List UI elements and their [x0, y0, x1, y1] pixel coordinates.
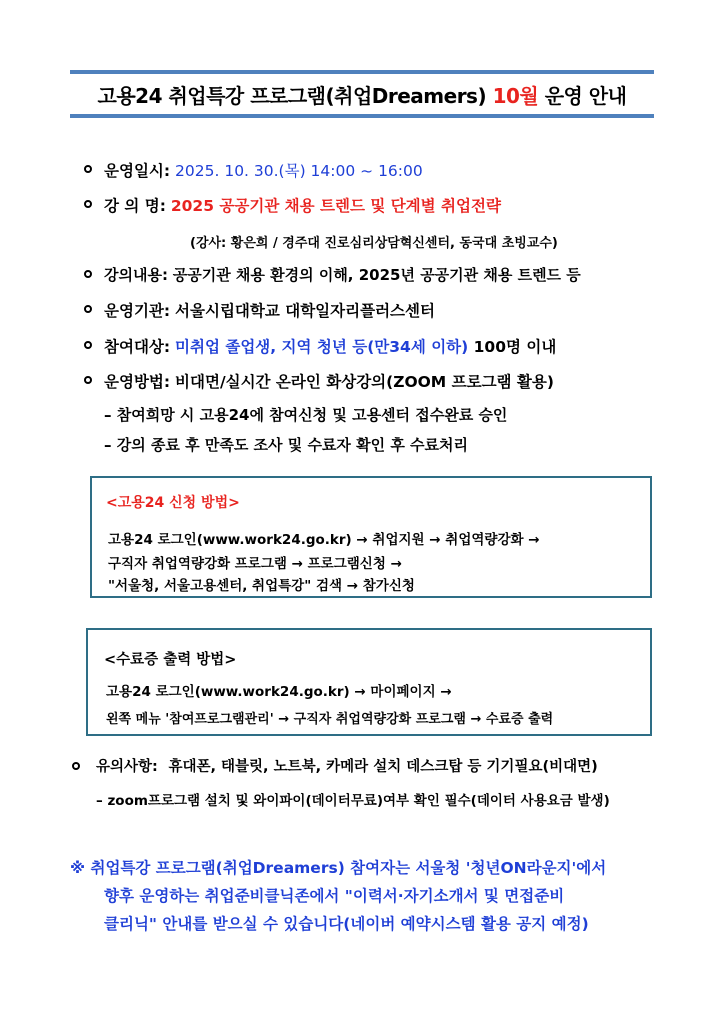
apply-method-box [90, 476, 652, 598]
bullet-icon [84, 376, 92, 384]
item-lecture [104, 194, 501, 216]
target-label: 참여대상: [104, 338, 171, 356]
item-content [104, 264, 581, 285]
item-method [104, 370, 554, 392]
title-banner [70, 70, 654, 118]
target-highlight: 미취업 졸업생, 지역 청년 등(만34세 이하) [175, 338, 469, 356]
method-label: 운영방법: [104, 373, 171, 391]
date-value: 2025. 10. 30.(목) 14:00 ~ 16:00 [175, 162, 423, 180]
bullet-icon [84, 165, 92, 173]
bullet-icon [84, 305, 92, 313]
apply-box-line-1: 고용24 로그인(www.work24.go.kr) → 취업지원 → 취업역량강화 → [108, 532, 540, 548]
bullet-icon [84, 270, 92, 278]
bullet-icon [72, 762, 80, 770]
cert-box-line-2: 왼쪽 메뉴 '참여프로그램관리' → 구직자 취업역량강화 프로그램 → 수료증 출력 [106, 712, 554, 727]
content-label: 강의내용: [104, 266, 168, 284]
apply-box-line-2: 구직자 취업역량강화 프로그램 → 프로그램신청 → [108, 556, 402, 572]
caution-value: 휴대폰, 태블릿, 노트북, 카메라 설치 데스크탑 등 기기필요(비대면) [168, 759, 598, 775]
item-target [104, 335, 556, 357]
apply-box-line-3: "서울청, 서울고용센터, 취업특강" 검색 → 참가신청 [108, 578, 415, 594]
title-suffix: 운영 안내 [538, 83, 627, 108]
item-organizer [104, 299, 435, 321]
method-sub-1: – 참여희망 시 고용24에 참여신청 및 고용센터 접수완료 승인 [104, 406, 508, 424]
item-date [104, 159, 423, 181]
cert-box-line-1: 고용24 로그인(www.work24.go.kr) → 마이페이지 → [106, 684, 452, 700]
notice-line-2: 향후 운영하는 취업준비클닉존에서 "이력서·자기소개서 및 면접준비 [104, 887, 565, 905]
notice-line-3: 클리닉" 안내를 받으실 수 있습니다(네이버 예약시스템 활용 공지 예정) [104, 915, 589, 933]
organizer-value: 서울시립대학교 대학일자리플러스센터 [175, 302, 435, 320]
target-rest: 100명 이내 [468, 338, 557, 356]
caution-sub: – zoom프로그램 설치 및 와이파이(데이터무료)여부 확인 필수(데이터 사용요금 발생) [96, 793, 610, 809]
instructor-info: (강사: 황은희 / 경주대 진로심리상담혁신센터, 동국대 초빙교수) [190, 236, 558, 251]
bullet-icon [84, 200, 92, 208]
method-value: 비대면/실시간 온라인 화상강의(ZOOM 프로그램 활용) [175, 373, 554, 391]
date-label: 운영일시: [104, 162, 171, 180]
item-caution [96, 755, 598, 776]
notice-line-1: ※ 취업특강 프로그램(취업Dreamers) 참여자는 서울청 '청년ON라운지'에서 [70, 859, 607, 877]
method-sub-2: – 강의 종료 후 만족도 조사 및 수료자 확인 후 수료처리 [104, 436, 469, 454]
certificate-method-box [86, 628, 652, 736]
apply-box-heading: <고용24 신청 방법> [106, 495, 240, 511]
title-month: 10월 [492, 83, 539, 108]
lecture-label: 강 의 명: [104, 197, 166, 215]
caution-label: 유의사항: [96, 759, 158, 775]
cert-box-heading: <수료증 출력 방법> [104, 652, 237, 668]
content-value: 공공기관 채용 환경의 이해, 2025년 공공기관 채용 트렌드 등 [172, 266, 581, 284]
page-title [98, 80, 627, 109]
bullet-icon [84, 341, 92, 349]
title-text: 고용24 취업특강 프로그램(취업Dreamers) [97, 83, 493, 108]
lecture-value: 2025 공공기관 채용 트렌드 및 단계별 취업전략 [170, 197, 501, 215]
organizer-label: 운영기관: [104, 302, 171, 320]
